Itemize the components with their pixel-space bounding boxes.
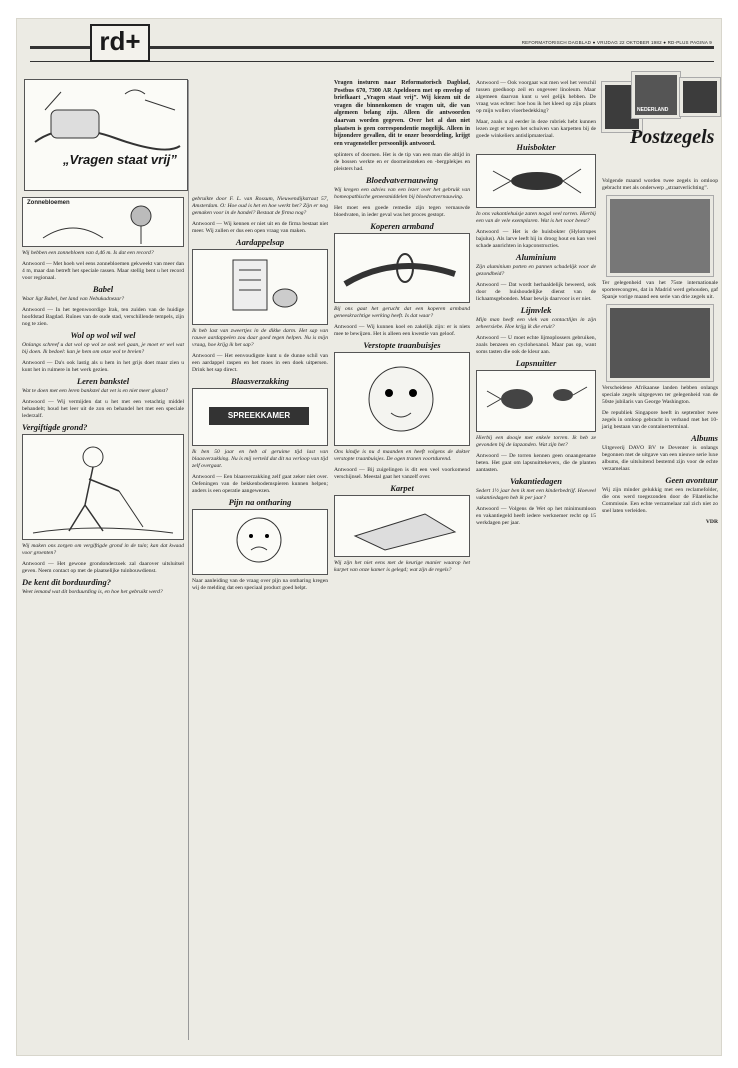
verstopte-head: Verstopte traanbuisjes <box>363 340 441 351</box>
zonnebloemen-question: Wij hebben een zonnebloem van 4,46 m. Is dat een record? <box>22 250 154 256</box>
right-text4: De republiek Singapore heeft in september twee zegels in omloop gebracht in verband met het 10-jarig bestaan van de containerterminal. <box>602 410 718 430</box>
blaas-head: Blaasverzakking <box>230 376 290 386</box>
lijm-question: Mijn man heeft een vlek van contactlijm in zijn zeheersiebe. Hoe krijg ik die eruit? <box>476 317 596 330</box>
header-meta: REFORMATORISCH DAGBLAD ● VRIJDAG 22 OKTOBER 1982 ● RD-PLUS PAGINA 9 <box>521 40 712 45</box>
koperen-head: Koperen armband <box>370 221 434 232</box>
babel-head: Babel <box>92 284 114 294</box>
laps-head: Lapsnuitter <box>515 358 557 368</box>
postzegels-title: Postzegels <box>630 126 715 148</box>
wol-answer: Antwoord — Da's ook lastig als u hem in het grijs doet maar zien u kunt het in ruimere in het werk gezien. <box>22 360 184 373</box>
bloed-answer: Het moet een goede remedie zijn tegen vernauwde bloedvaten, in ieder geval was het proces gestopt. <box>334 205 470 219</box>
huis-question: In ons vakantiehuisje zaten nogal veel torren. Hierbij een van de vele exemplaren. Wat is het voor beest? <box>476 211 596 224</box>
alu-head: Aluminium <box>515 252 557 262</box>
verstopte-answer: Antwoord — Bij zuigelingen is dit een veel voorkomend verschijnsel. Meestal gaat het vanzelf over. <box>334 467 470 481</box>
leren-head: Leren bankstel <box>76 376 130 386</box>
avontuur-text: Wij zijn minder gelukkig met een reclamefolder, die ons werd toegezonden door de Filatelische Commissie. Een echte verzamelaar zal zich niet zo snel laten verleiden. <box>602 487 718 514</box>
laps-answer: Antwoord — De torren kennen geen onaangename beten. Het gaat om lapsnuittekevers, die de planten aantasten. <box>476 453 596 473</box>
leren-question: Wat te doen met een leren bankstel dat vet is en niet meer glanst? <box>22 388 169 394</box>
title-illustration <box>24 79 188 191</box>
aardappel-answer: Antwoord — Het eenvoudigste kunt u de dunne schil van een aardappel raspen en het moes in een doek uitpersen. Drink het sap direct. <box>192 353 328 373</box>
lijm-answer: Antwoord — U moet echte lijmoplossers gebruiken, zoals benzeen en cyclohexanol. Maar pas op, want soms tasten die ook de kleur aan. <box>476 335 596 355</box>
newspaper-page <box>16 18 722 1056</box>
vak-question: Sedert 1½ jaar ben ik met een kinderbedrijf. Hoeveel vakantiedagen heb ik per jaar? <box>476 488 596 501</box>
pijn-head: Pijn na ontharing <box>228 497 292 507</box>
lapsnuitter-illustration <box>476 370 596 432</box>
baby-face-icon <box>335 353 469 443</box>
aardappel-illustration <box>192 249 328 325</box>
karpet-illustration <box>334 495 470 557</box>
vak-answer: Antwoord — Volgens de Wet op het minimumloon en vakantiegeld heeft iedere werknemer recht op 15 werkdagen per jaar. <box>476 506 596 526</box>
wol-head: Wol op wol wil wel <box>70 330 136 340</box>
karpet-head: Karpet <box>390 483 414 494</box>
albums-head: Albums <box>691 433 718 443</box>
sunflower-illustration <box>22 197 184 247</box>
grater-icon <box>193 250 327 322</box>
washington-stamp <box>607 305 713 381</box>
blaas-caption: Ik ben 50 jaar en heb al geruime tijd last van blaasverzakking. Nu is mij verteld dat dit na verloop van tijd zelf overgaat. <box>192 449 328 469</box>
aardappel-head: Aardappelsap <box>235 237 285 247</box>
column-divider <box>188 80 189 1040</box>
rd-plus-logo: rd+ <box>90 24 150 62</box>
vergif-answer: Antwoord — Het gewone grondonderzoek zal daarover uitsluitsel geven. Neem contact op met de plaatselijke tuinbouwdienst. <box>22 561 184 574</box>
carpet-icon <box>335 496 469 554</box>
huis-head: Huisbokter <box>516 142 556 152</box>
face-icon <box>193 510 327 572</box>
column-6 <box>602 178 718 530</box>
albums-text: Uitgeverij DAVO BV te Deventer is onlangs begonnen met de uitgave van een nieuwe serie luxe albums, die uitsluitend bestemd zijn voor de echte verzamelaar. <box>602 445 718 472</box>
column-3 <box>334 80 470 578</box>
bloed-head: Bloedvatvernauwing <box>365 175 439 186</box>
pijn-illustration <box>192 509 328 575</box>
zonnebloemen-head: Zonnebloemen <box>27 200 70 206</box>
babel-answer: Antwoord — In het tegenwoordige Irak, ten zuiden van de huidige hoofdstad Bagdad. Ruïnes van de oude stad, verschillende tempels, zijn nog te zien. <box>22 307 184 327</box>
header-stamp-3 <box>680 78 720 116</box>
kort-question: Weet iemand wat dit borduurding is, en hoe het gebruikt werd? <box>22 589 163 595</box>
column-4 <box>476 80 596 531</box>
aardappel-caption: Ik heb last van zweertjes in de dikke darm. Het sap van rauwe aardappelen zou daar goed tegen helpen. Nu is mijn vraag, hoe krijg ik het sap? <box>192 328 328 348</box>
signature: VDR <box>705 519 718 525</box>
postzegels-header <box>602 72 718 172</box>
right-text2: Ter gelegenheid van het 75ste internationale sporterecongres, dat in Madrid werd gehouden, gaf Spanje vorige maand een serie van drie zegels uit. <box>602 280 718 300</box>
huis-answer: Antwoord — Het is de huisbokter (Hylotrupes bajulus). Als larve leeft hij in droog hout en kan veel schade aanrichten in kapconstructies. <box>476 229 596 249</box>
verstopte-question: Ons kindje is nu 4 maanden en heeft volgens de dokter verstopte traanbuisjes. De ogen tranen voortdurend. <box>334 449 470 463</box>
avontuur-head: Geen avontuur <box>665 475 718 485</box>
vak-head: Vakantiedagen <box>510 476 562 486</box>
blaas-answer: Antwoord — Een blaasverzakking zelf gaat zeker niet over. Oefeningen van de bekkenbodemspieren kunnen helpen; anders is een operatie aangewezen. <box>192 474 328 494</box>
zonnebloemen-answer: Antwoord — Met hoeh wel eens zonnebloemen gekweekt van meer dan 4 m, maar dan betreft het speciale rassen. Maar stellig bent u het record voor regionaal. <box>22 261 184 281</box>
wol-question: Onlangs schreef u dat wol op wol ze ook wel gaan, je moet er wel wat bij doen. Ik bedoel: kan je hem om onze wol te breien? <box>22 342 184 355</box>
column-2 <box>192 196 328 596</box>
vergif-question: Wij maken ons zorgen om vergiftigde grond in de tuin; kan dat kwaad voor groenten? <box>22 543 184 556</box>
koperen-question: Bij ons gaat het gerucht dat een koperen armband geneeskrachtige werking heeft. Is dat waar? <box>334 306 470 320</box>
page-title: „Vragen staat vrij” <box>63 152 177 167</box>
alu-question: Zijn aluminium potten en pannen schadelijk voor de gezondheid? <box>476 264 596 277</box>
karpet-question: Wij zijn het niet eens met de keurige manier waarop het karpet van onze kamer is gelegd; wat zijn de regels? <box>334 560 470 574</box>
leren-answer: Antwoord — Wij vermijden dat u het met een vetachtig middel behandelt; houd het leer uit de zon en behandel het met een speciale lederzalf. <box>22 399 184 419</box>
koperen-illustration <box>334 233 470 303</box>
weevil-icon <box>477 371 595 429</box>
kort-head: De kent dit borduurding? <box>22 577 112 587</box>
spreekkamer-illustration <box>192 388 328 446</box>
submit-box: Vragen insturen naar Reformatorisch Dagblad, Postbus 670, 7300 AR Apeldoorn met op envelop of briefkaart „Vragen staat vrij”. Wij kiezen uit de vragen die binnenkomen de vragen uit, die van algemeen belang zijn. Alleen die antwoorden daarvan worden gegeven. Over het al dan niet plaatsen is geen correspondentie mogelijk. Alleen in bijzondere gevallen, dit te onzer beoordeling, krijgt een vragensteller persoonlijk antwoord. <box>334 80 470 147</box>
col4-maaz: Maar, zoals u al eerder in deze rubriek hebt kunnen lezen zegt er tegen het schuiven van karpetten bij de goede winkeliers antislipmateriaal. <box>476 119 596 139</box>
beetle-icon <box>477 155 595 205</box>
vergif-illustration <box>22 434 184 540</box>
beetle-illustration <box>476 154 596 208</box>
right-text3: Verscheidene Afrikaanse landen hebben onlangs speciale zegels uitgegeven ter gelegenheid van de 50ste jubilaris van George Washington. <box>602 385 718 405</box>
babel-question: Waar ligt Babel, het land van Nebukadnezar? <box>22 296 125 302</box>
gardener-icon <box>23 435 183 537</box>
pijn-answer: Naar aanleiding van de vraag over pijn na ontharing kregen wij de melding dat een speciaal product goed helpt. <box>192 578 328 591</box>
baby-illustration <box>334 352 470 446</box>
mailbox-sketch-icon <box>25 80 187 190</box>
col4-top: Antwoord — Ook voorgaat wat men wel het verschil tussen goedkoop zeil en ongeveer linoleum. Maar algemeen daarvan kunt u wel gelijk hebben. De vraag was echter: hoe hou ik het kleed op zijn plaats op mijn wollen vloerbedekking? <box>476 80 596 114</box>
lijm-head: Lijmvlek <box>520 305 552 315</box>
spreekkamer-sign: SPREEKKAMER <box>209 407 309 425</box>
col2-intro: gebruikte door F. L. van Rossum, Nieuwendijkstraat 57, Amsterdam. O: Hoe oud is het en hoe werkt het? Zijn er nog gemaken voor in de handel? Bestaat de firma nog? <box>192 196 328 216</box>
spain-stamp <box>607 196 713 276</box>
arm-bracelet-icon <box>335 234 469 300</box>
vergif-head: Vergiftigde grond? <box>22 422 88 432</box>
stamp-nederland: NEDERLAND <box>637 107 669 113</box>
col2-intro-answer: Antwoord — Wij kennen er niet uit en de firma bestaat niet meer. Wij zullen er dus een open vraag van maken. <box>192 221 328 234</box>
bloed-question: Wij kregen een advies van een lezer over het gebruik van homeopathische geneesmiddelen bij bloedvatvernauwing. <box>334 187 470 201</box>
header-stamp-2 <box>632 72 680 118</box>
right-text1: Volgende maand worden twee zegels in omloop gebracht met als onderwerp „straatverlichting”. <box>602 178 718 191</box>
laps-question: Hierbij een doosje met enkele torren. Ik heb ze gevonden bij de lapzanden. Wat zijn het? <box>476 435 596 448</box>
col3-after-box: splinters of doornen. Het is de tip van een man die altijd in de bossen werkte en er doorneinsteken en -bergplekjes en pleisters had. <box>334 152 470 173</box>
column-1 <box>22 194 184 600</box>
koperen-answer: Antwoord — Wij kunnen koel en zakelijk zijn: er is niets mee te bewijzen. Het is alleen een kwestie van geloof. <box>334 324 470 338</box>
alu-answer: Antwoord — Dat wordt herhaaldelijk beweerd, ook door de huishoudelijke dienst van de lichaamsgebonden. Maar bewijs daarvoor is er niet. <box>476 282 596 302</box>
